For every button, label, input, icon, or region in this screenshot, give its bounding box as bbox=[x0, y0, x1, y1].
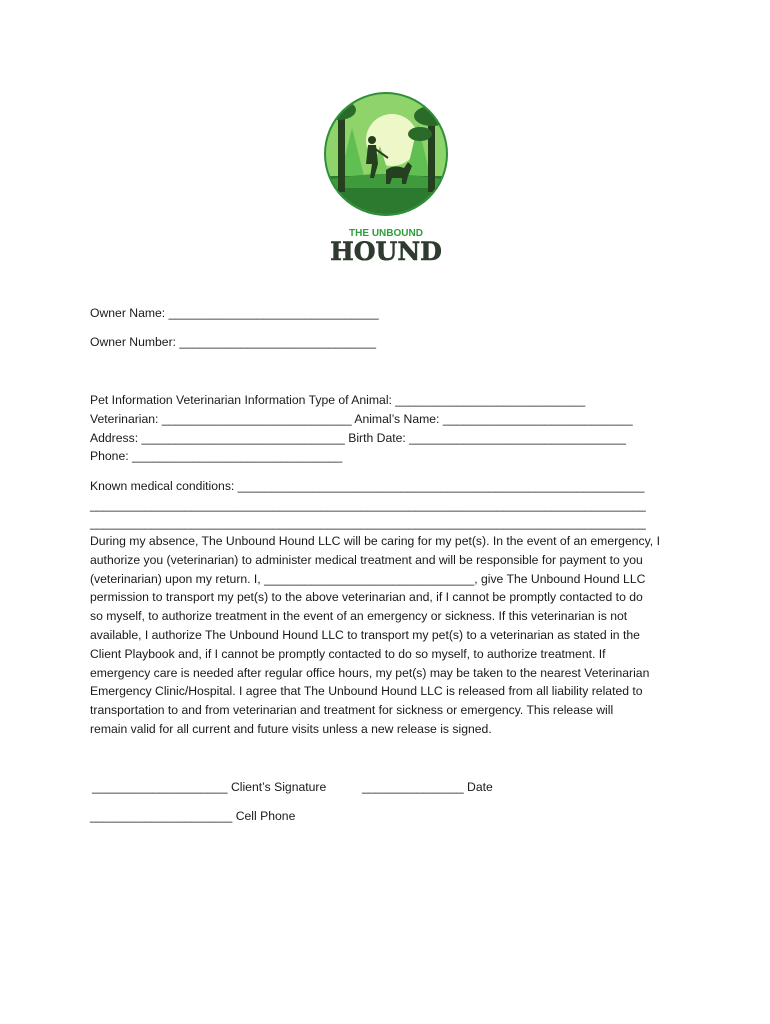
date-field[interactable]: _______________ Date bbox=[362, 780, 493, 794]
release-line: During my absence, The Unbound Hound LLC will be caring for my pet(s). In the event of an emergency, I bbox=[90, 534, 660, 548]
release-line[interactable]: (veterinarian) upon my return. I, _______________________________, give The Unbound Hound LLC bbox=[90, 571, 646, 586]
pet-info-line-4[interactable]: Phone: _______________________________ bbox=[90, 449, 343, 463]
logo-graphic bbox=[308, 88, 464, 268]
pet-info-line-2[interactable]: Veterinarian: ____________________________ Animal’s Name: ____________________________ bbox=[90, 412, 633, 426]
release-line: authorize you (veterinarian) to administer medical treatment and will be responsible for payment to you bbox=[90, 552, 643, 567]
release-line: permission to transport my pet(s) to the above veterinarian and, if I cannot be promptly contacted to do bbox=[90, 590, 643, 605]
medical-conditions-line-3[interactable]: __________________________________________________________________________________ bbox=[90, 516, 646, 530]
release-line: so myself, to authorize treatment in the event of an emergency or sickness. If this veterinarian is not bbox=[90, 609, 628, 624]
release-line: available, I authorize The Unbound Hound LLC to transport my pet(s) to a veterinarian as stated in the bbox=[90, 627, 640, 642]
pet-info-line-1[interactable]: Pet Information Veterinarian Information Type of Animal: ____________________________ bbox=[90, 393, 586, 407]
release-line: transportation to and from veterinarian and treatment for sickness or emergency. This release will bbox=[90, 703, 614, 718]
company-logo bbox=[308, 88, 464, 268]
logo-text-hound: HOUND bbox=[330, 237, 442, 266]
owner-number-field[interactable]: Owner Number: _____________________________ bbox=[90, 335, 376, 349]
release-paragraph bbox=[90, 532, 686, 739]
medical-conditions-line-2[interactable]: __________________________________________________________________________________ bbox=[90, 498, 646, 512]
logo-text-the-unbound: THE UNBOUND bbox=[349, 228, 423, 239]
cell-phone-field[interactable]: _____________________ Cell Phone bbox=[90, 809, 296, 823]
owner-name-field[interactable]: Owner Name: _______________________________ bbox=[90, 306, 379, 320]
medical-conditions-line-1[interactable]: Known medical conditions: ____________________________________________________________ bbox=[90, 479, 645, 493]
release-line: remain valid for all current and future visits unless a new release is signed. bbox=[90, 721, 492, 736]
pet-info-line-3[interactable]: Address: ______________________________ Birth Date: ________________________________ bbox=[90, 431, 627, 445]
release-line: emergency care is needed after regular office hours, my pet(s) may be taken to the nearest Veterinarian bbox=[90, 665, 650, 680]
release-line: Client Playbook and, if I cannot be promptly contacted to do so myself, to authorize treatment. If bbox=[90, 646, 606, 661]
release-line: Emergency Clinic/Hospital. I agree that The Unbound Hound LLC is released from all liability related to bbox=[90, 684, 643, 699]
client-signature-field[interactable]: ____________________ Client’s Signature bbox=[92, 780, 327, 794]
